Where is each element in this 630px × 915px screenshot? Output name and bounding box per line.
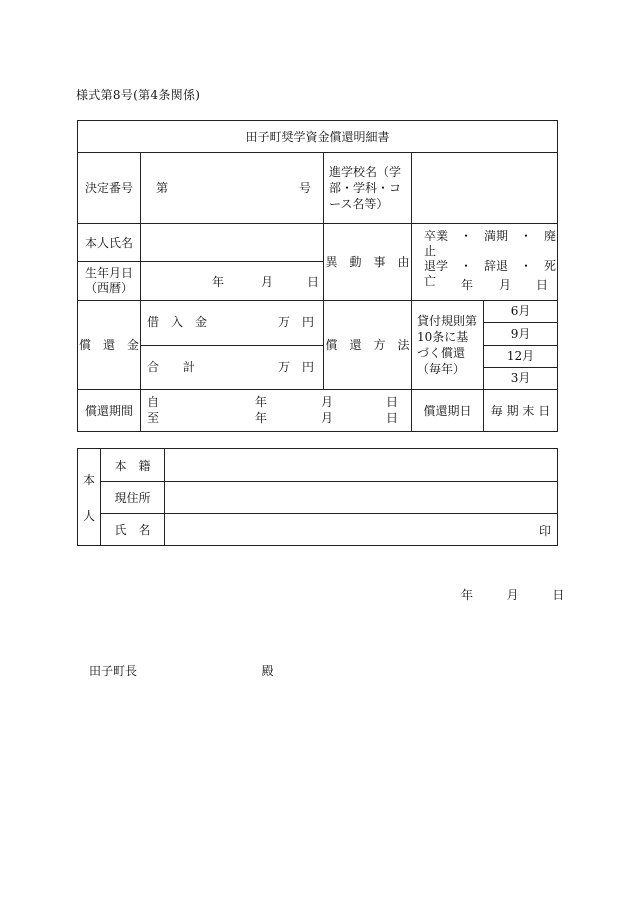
- repayment-detail-table: [77, 120, 558, 432]
- seal-mark: 印: [538, 524, 551, 538]
- mayor-label: 田子町長: [89, 664, 138, 678]
- change-reason-field[interactable]: [412, 224, 558, 301]
- form-reference: 様式第8号(第4条関係): [76, 88, 201, 102]
- person-name-field[interactable]: [165, 514, 558, 546]
- person-side-hon: 本: [83, 473, 96, 487]
- date-month: 月: [506, 588, 519, 602]
- borrowed-amount-field[interactable]: [141, 301, 324, 346]
- repayment-method-label: 償 還 方 法: [324, 301, 412, 390]
- month-cells-top: [484, 301, 558, 346]
- period-to-month: 月: [321, 411, 334, 425]
- dai-text: 第: [156, 181, 169, 195]
- birthdate-label-line2: （西暦）: [84, 281, 133, 295]
- name-field[interactable]: [141, 224, 324, 262]
- address-label: 現住所: [101, 482, 165, 514]
- period-to-year: 年: [255, 411, 268, 425]
- go-text: 号: [299, 181, 312, 195]
- person-side-nin: 人: [83, 509, 96, 523]
- period-from-year: 年: [255, 395, 268, 409]
- month-june: 6月: [484, 301, 557, 323]
- document-title: 田子町奨学資金償還明細書: [78, 121, 558, 153]
- month-december: 12月: [484, 346, 557, 368]
- repayment-period-label: 償還期間: [78, 390, 141, 432]
- honseki-label: 本 籍: [101, 449, 165, 482]
- borrowed-unit: 万 円: [278, 315, 315, 329]
- birthdate-label: [78, 262, 141, 301]
- period-from: 自: [147, 395, 160, 409]
- change-year: 年: [461, 278, 474, 292]
- date-year: 年: [461, 588, 474, 602]
- change-options-line2: 退学 ・ 辞退 ・ 死亡: [424, 259, 557, 288]
- period-from-month: 月: [321, 395, 334, 409]
- name-label: 本人氏名: [78, 224, 141, 262]
- change-day: 日: [536, 278, 549, 292]
- birth-day: 日: [307, 275, 320, 289]
- month-cells-bottom: [484, 346, 558, 390]
- person-side-label: [78, 449, 101, 546]
- repayment-amount-label: 償 還 金: [78, 301, 141, 390]
- period-to: 至: [147, 411, 160, 425]
- month-march: 3月: [510, 371, 531, 385]
- total-unit: 万 円: [278, 360, 315, 374]
- address-field[interactable]: [165, 482, 558, 514]
- birthdate-label-line1: 生年月日: [84, 266, 133, 280]
- repayment-period-field[interactable]: [141, 390, 412, 432]
- decision-number-label: 決定番号: [78, 153, 141, 224]
- total-amount-field[interactable]: [141, 346, 324, 390]
- date-day: 日: [552, 588, 565, 602]
- birthdate-field[interactable]: [141, 262, 324, 301]
- person-name-label: 氏 名: [101, 514, 165, 546]
- birth-month: 月: [261, 275, 274, 289]
- period-from-day: 日: [386, 395, 399, 409]
- person-table: [77, 448, 558, 546]
- repayment-rule-text: 貸付規則第10条に基づく償還（毎年）: [412, 301, 484, 390]
- repayment-due-value: 毎 期 末 日: [484, 390, 558, 432]
- submission-date: [461, 586, 564, 603]
- school-name-label: 進学校名（学部・学科・コース名等）: [324, 153, 412, 224]
- addressee-line: [89, 662, 274, 679]
- honseki-field[interactable]: [165, 449, 558, 482]
- decision-number-field[interactable]: [141, 153, 324, 224]
- borrowed-label: 借 入 金: [147, 315, 208, 329]
- total-label: 合 計: [147, 360, 196, 374]
- month-september: 9月: [510, 327, 531, 341]
- school-name-field[interactable]: [412, 153, 558, 224]
- period-to-day: 日: [386, 411, 399, 425]
- change-options-line1: 卒業 ・ 満期 ・ 廃止: [424, 229, 557, 258]
- change-reason-label: 異 動 事 由: [324, 224, 412, 301]
- dono-text: 殿: [261, 664, 274, 678]
- birth-year: 年: [212, 275, 225, 289]
- repayment-due-label: 償還期日: [412, 390, 484, 432]
- change-month: 月: [499, 278, 512, 292]
